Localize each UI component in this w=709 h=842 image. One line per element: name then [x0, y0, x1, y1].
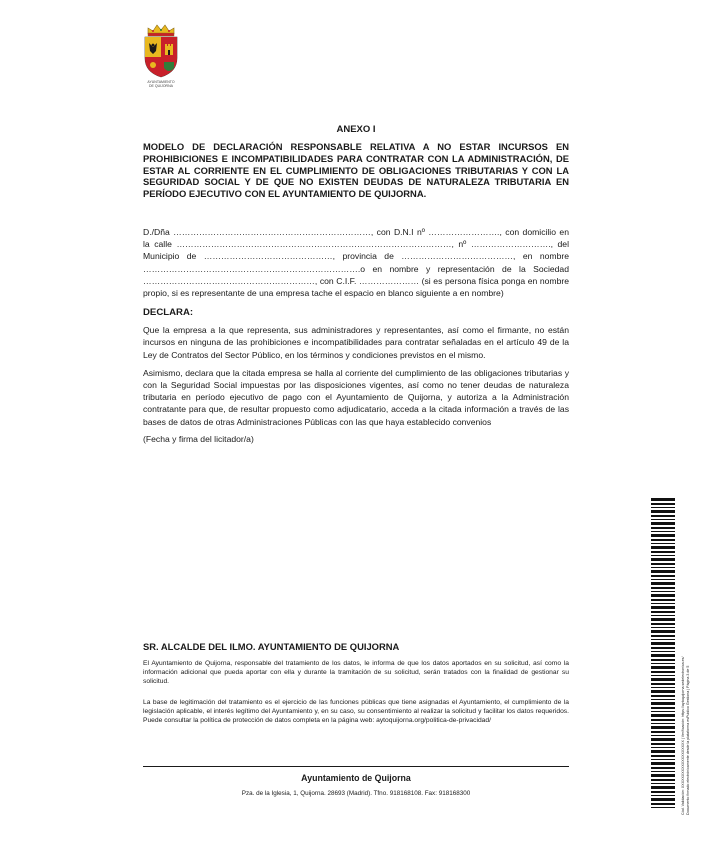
barcode-bar — [651, 791, 675, 793]
barcode-bar — [651, 539, 675, 541]
barcode-bar — [651, 671, 675, 673]
barcode-bar — [651, 627, 675, 628]
barcode-bar — [651, 507, 675, 508]
barcode-bar — [651, 567, 675, 568]
barcode-bar — [651, 719, 675, 721]
barcode-bar — [651, 767, 675, 769]
validation-line: Cód. Validación: XXXXXXXXXXXXXXXXXXXX | Verificación: https://aytoquijorna.sedelectronica.es/ — [681, 656, 685, 815]
crest-caption — [137, 80, 185, 88]
barcode-bar — [651, 522, 675, 525]
document-body — [143, 124, 569, 444]
barcode-bar — [651, 510, 675, 513]
barcode-bar — [651, 558, 675, 561]
declara-heading: DECLARA: — [143, 307, 194, 319]
barcode-bar — [651, 702, 675, 705]
barcode-bar — [651, 647, 675, 649]
privacy-notice-1: El Ayuntamiento de Quijorna, responsable del tratamiento de los datos, le informa de que los datos aportados en su solicitud, así como la información adicional que pueda aportar con ella y durante la tramitación de su solicitud, serán tratados con la finalidad de gestionar su solicitud. — [143, 660, 569, 686]
barcode-bar — [651, 666, 675, 669]
barcode-bar — [651, 498, 675, 501]
crest-caption-line: AYUNTAMIENTO — [147, 80, 175, 84]
barcode-bar — [651, 762, 675, 765]
barcode-bar — [651, 695, 675, 697]
crest-shield-icon — [140, 22, 182, 78]
barcode-bar — [651, 603, 675, 604]
barcode-bar — [651, 531, 675, 532]
barcode-bar — [651, 555, 675, 556]
validation-barcode — [651, 498, 675, 810]
barcode-bar — [651, 543, 675, 544]
validation-line: Documento firmado electrónicamente desde la plataforma esPublico Gestiona | Página 3 de 5 — [685, 665, 690, 815]
barcode-bar — [651, 774, 675, 777]
barcode-bar — [651, 678, 675, 681]
barcode-bar — [651, 807, 675, 808]
barcode-bar — [651, 735, 675, 736]
barcode-bar — [651, 726, 675, 729]
annex-title: ANEXO I — [336, 124, 376, 135]
barcode-bar — [651, 738, 675, 741]
barcode-bar — [651, 534, 675, 537]
barcode-bar — [651, 606, 675, 609]
barcode-bar — [651, 575, 675, 577]
barcode-bar — [651, 690, 675, 693]
footer-divider — [143, 766, 569, 767]
barcode-bar — [651, 599, 675, 601]
barcode-bar — [651, 503, 675, 505]
barcode-bar — [651, 591, 675, 592]
barcode-bar — [651, 659, 675, 661]
barcode-bar — [651, 783, 675, 784]
barcode-bar — [651, 611, 675, 613]
footer-organization-name: Ayuntamiento de Quijorna — [301, 773, 411, 783]
barcode-bar — [651, 771, 675, 772]
privacy-notice-2: La base de legitimación del tratamiento es el ejercicio de las funciones públicas que tiene asignadas el Ayuntamiento, el cumplimiento de la legislación aplicable, el interés legítimo del Ayuntamiento y, en su caso, su consentimiento al realizar la solicitud y facilitar los datos requeridos. Puede consultar la política de protección de datos completa en la página web: aytoquijorna.org/politica-de-privacidad/ — [143, 699, 569, 725]
barcode-bar — [651, 786, 675, 789]
barcode-bar — [651, 546, 675, 549]
declaration-paragraph-1: Que la empresa a la que representa, sus administradores y representantes, así como el firmante, no están incursos en ninguna de las prohibiciones e incompatibilidades para contratar señaladas en el artículo 49 de la Ley de Contratos del Sector Público, en los términos y condiciones previstos en el mismo. — [143, 325, 569, 360]
barcode-bar — [651, 623, 675, 625]
barcode-bar — [651, 803, 675, 805]
declarant-form-text: D./Dña ……………………………………………………………, con D.N.I nº ……………………., con domicilio en la calle ……………………………………………………………………………………, nº ………………………., del Municipio de ………………………………………, provincia de …………………………………, en nombre ………………………………………………………………….o en nombre y representación de la Sociedad ……………………………………………………, con C.I.F. ………………… (si es persona física ponga en nombre propio, si es representante de una empresa tache el espacio en blanco siguiente a en nombre) — [143, 226, 569, 298]
barcode-bar — [651, 743, 675, 745]
declaration-paragraph-2: Asimismo, declara que la citada empresa se halla al corriente del cumplimiento de las obligaciones tributarias y con la Seguridad Social impuestas por las disposiciones vigentes, así como no tener deudas de naturaleza tributaria en período ejecutivo de pago con el Ayuntamiento de Quijorna, y autoriza a la Administración contratante para que, de resultar propuesto como adjudicatario, acceda a la citada información a través de las bases de datos de otras Administraciones Públicas con las que haya establecido convenios — [143, 367, 569, 427]
barcode-bar — [651, 759, 675, 760]
barcode-bar — [651, 639, 675, 640]
barcode-bar — [651, 515, 675, 517]
barcode-bar — [651, 654, 675, 657]
barcode-bar — [651, 663, 675, 664]
barcode-bar — [651, 779, 675, 781]
barcode-bar — [651, 642, 675, 645]
barcode-bar — [651, 582, 675, 585]
barcode-bar — [651, 519, 675, 520]
barcode-bar — [651, 731, 675, 733]
footer-address: Pza. de la Iglesia, 1, Quijorna. 28693 (Madrid). Tfno. 918168108. Fax: 918168300 — [241, 790, 471, 797]
model-title: MODELO DE DECLARACIÓN RESPONSABLE RELATIVA A NO ESTAR INCURSOS EN PROHIBICIONES E INCOMPATIBILIDADES PARA CONTRATAR CON LA ADMINISTRACIÓN, DE ESTAR AL CORRIENTE EN EL CUMPLIMIENTO DE OBLIGACIONES TRIBUTARIAS Y CON LA SEGURIDAD SOCIAL Y DE QUE NO EXISTEN DEUDAS DE NATURALEZA TRIBUTARIA EN PERÍODO EJECUTIVO CON EL AYUNTAMIENTO DE QUIJORNA. — [143, 141, 569, 200]
barcode-bar — [651, 711, 675, 712]
barcode-icon — [651, 498, 675, 810]
barcode-bar — [651, 630, 675, 633]
barcode-bar — [651, 527, 675, 529]
barcode-bar — [651, 651, 675, 652]
barcode-bar — [651, 635, 675, 637]
barcode-bar — [651, 795, 675, 796]
barcode-bar — [651, 551, 675, 553]
barcode-bar — [651, 723, 675, 724]
signature-line: (Fecha y firma del licitador/a) — [143, 433, 254, 444]
crest-caption-line: DE QUIJORNA — [149, 84, 173, 88]
barcode-bar — [651, 618, 675, 621]
barcode-bar — [651, 755, 675, 757]
barcode-bar — [651, 747, 675, 748]
barcode-bar — [651, 675, 675, 676]
barcode-bar — [651, 615, 675, 616]
declarant-form-fields — [143, 226, 569, 299]
barcode-bar — [651, 699, 675, 700]
addressee-heading: SR. ALCALDE DEL ILMO. AYUNTAMIENTO DE QUIJORNA — [143, 641, 400, 652]
barcode-bar — [651, 714, 675, 717]
barcode-bar — [651, 687, 675, 688]
barcode-bar — [651, 594, 675, 597]
barcode-bar — [651, 707, 675, 709]
barcode-bar — [651, 750, 675, 753]
barcode-bar — [651, 579, 675, 580]
barcode-bar — [651, 563, 675, 565]
barcode-bar — [651, 798, 675, 801]
barcode-bar — [651, 587, 675, 589]
barcode-bar — [651, 683, 675, 685]
barcode-bar — [651, 570, 675, 573]
validation-side-text — [681, 515, 690, 815]
